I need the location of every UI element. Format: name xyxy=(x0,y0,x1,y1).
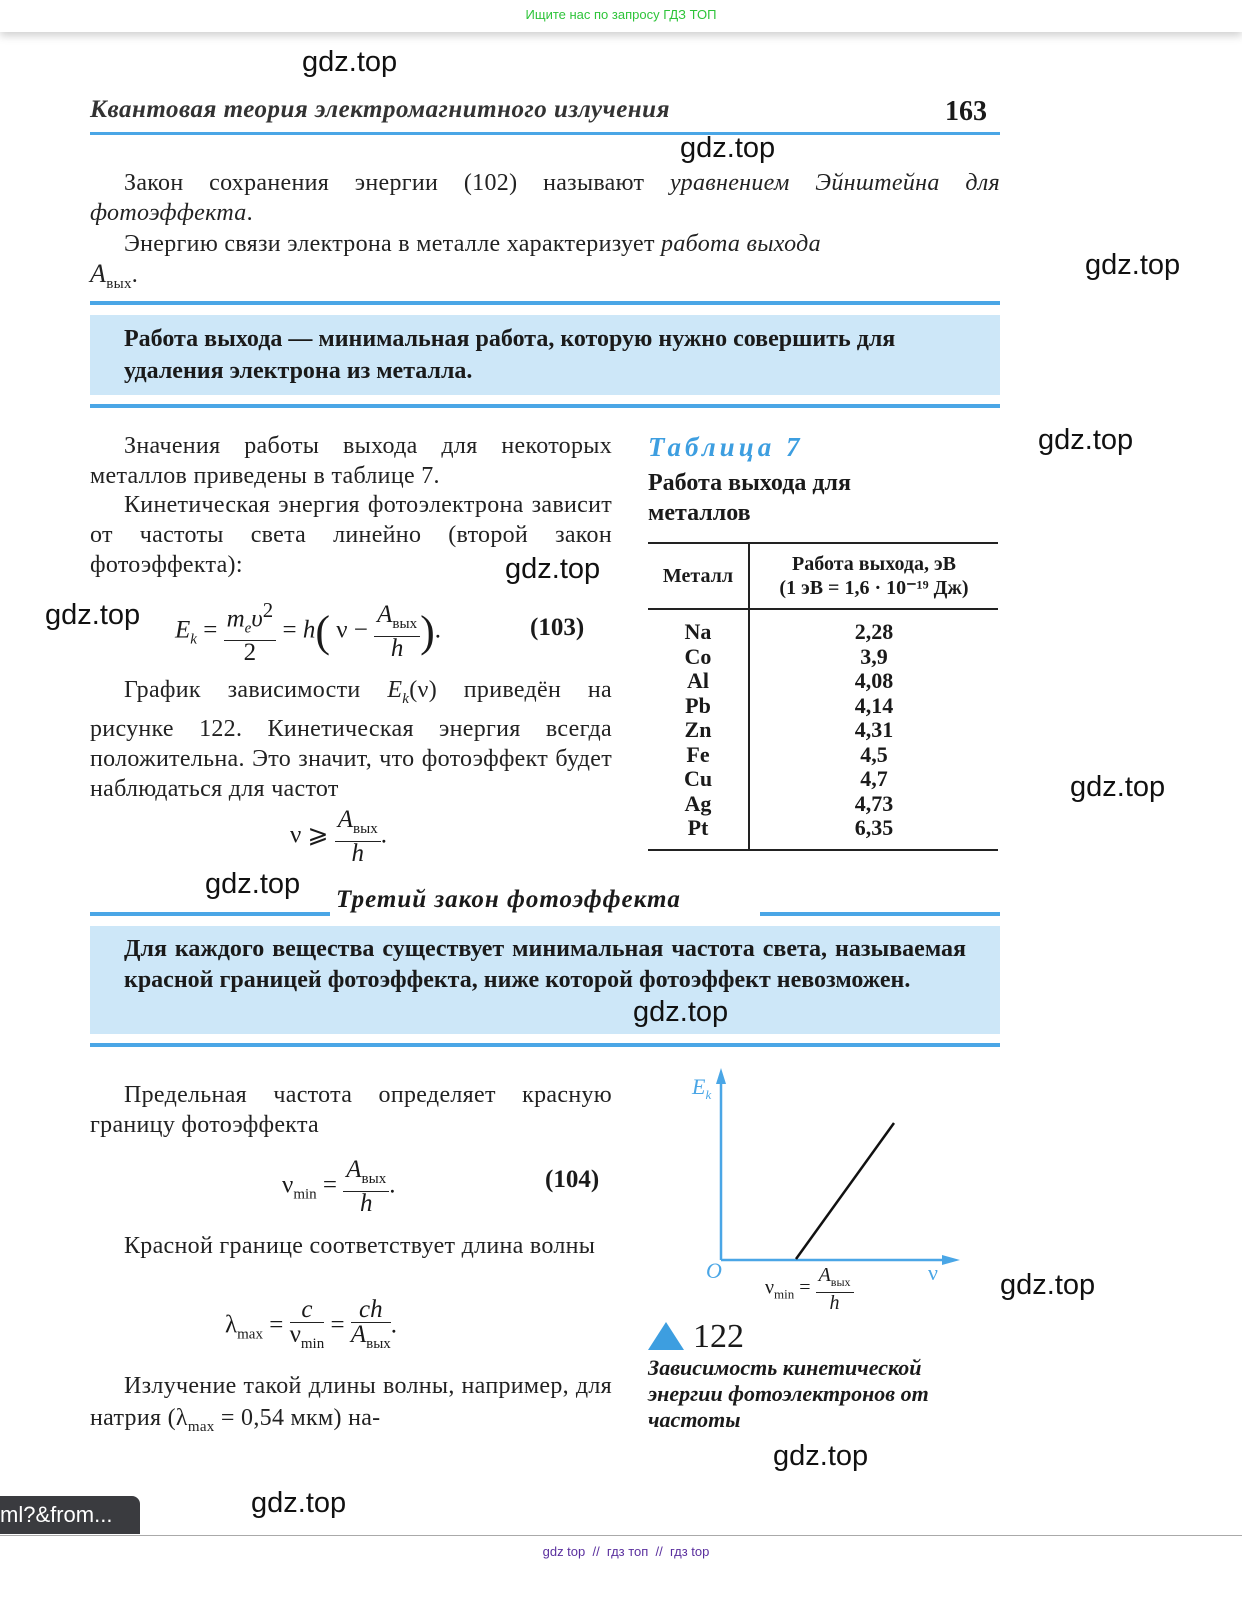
table-row xyxy=(648,743,998,768)
watermark: gdz.top xyxy=(633,996,729,1028)
watermark: gdz.top xyxy=(1070,771,1166,803)
origin-label: O xyxy=(706,1258,722,1283)
paragraph: Энергию связи электрона в металле характеризует работа выхода $A_{вых}$. xyxy=(90,231,821,292)
column-header: Работа выхода, эВ xyxy=(792,553,956,575)
footer-links[interactable]: gdz top // гдз топ // гдз top xyxy=(542,1544,710,1559)
metal-cell: Zn xyxy=(648,718,749,743)
metal-cell: Pb xyxy=(648,694,749,719)
paragraph: Закон сохранения энергии (102) называют уравнением Эйнштейна для фотоэффекта. xyxy=(90,170,1000,226)
watermark: gdz.top xyxy=(505,553,601,585)
table-row xyxy=(648,669,998,694)
watermark: gdz.top xyxy=(680,132,776,164)
paragraph: График зависимости $E_k(\nu)$ приведён на рисунке 122. Кинетическая энергия всегда положительна. Это значит, что фотоэффект будет наблюдаться для частот xyxy=(90,677,612,802)
column-header: Металл xyxy=(648,543,749,609)
paragraph: Красной границе соответствует длина волны xyxy=(124,1233,596,1259)
definition-rule xyxy=(90,1043,1000,1047)
x-axis-arrow xyxy=(942,1255,960,1265)
page-number: 163 xyxy=(945,96,987,127)
figure-number: 122 xyxy=(693,1318,744,1355)
work-function-cell: 4,31 xyxy=(854,717,894,742)
metal-cell: Cu xyxy=(648,767,749,792)
equation-number: (103) xyxy=(530,614,585,641)
work-function-table xyxy=(648,542,998,851)
table-row xyxy=(648,767,998,792)
footer xyxy=(0,1535,1242,1611)
watermark: gdz.top xyxy=(1038,424,1134,456)
work-function-cell: 4,08 xyxy=(854,668,894,693)
section-rule xyxy=(90,912,330,916)
equation-104: $\nu_{min}$ = $\frac{A_{вых}}{h}$ . xyxy=(282,1156,396,1217)
table-row xyxy=(648,694,998,719)
nu-min-label: $\nu_{min}$ = $\frac{A_{вых}}{h}$ xyxy=(765,1265,854,1313)
x-axis-label: ν xyxy=(928,1260,938,1285)
watermark: gdz.top xyxy=(205,868,301,900)
metal-cell: Pt xyxy=(648,816,749,850)
work-function-cell: 4,14 xyxy=(854,692,894,718)
watermark: gdz.top xyxy=(1085,249,1181,281)
running-header: Квантовая теория электромагнитного излучения xyxy=(90,96,670,123)
equation-lambda-max: $\lambda_{max}$ = $\frac{c}{\nu_{min}}$ = $\frac{ch}{A_{вых}}$ . xyxy=(225,1296,398,1352)
watermark: gdz.top xyxy=(773,1440,869,1472)
figure-caption: Зависимость кинетической энергии фотоэлектронов от частоты xyxy=(648,1355,929,1432)
kinetic-energy-line xyxy=(796,1123,894,1259)
work-function-cell: 2,28 xyxy=(854,619,894,644)
metal-cell: Co xyxy=(648,645,749,670)
metal-cell: Na xyxy=(648,609,749,645)
table-label: Таблица 7 xyxy=(648,432,804,462)
table-row xyxy=(648,718,998,743)
frequency-condition: ν ⩾ $\frac{A_{вых}}{h}$ . xyxy=(290,806,387,867)
header-rule xyxy=(90,132,1000,135)
metal-cell: Ag xyxy=(648,792,749,817)
work-function-cell: 6,35 xyxy=(854,815,894,840)
paragraph: Предельная частота определяет красную границу фотоэффекта xyxy=(90,1082,612,1138)
equation-103: $E_k$ = $\frac{m_e\upsilon^2}{2}$ = h( ν − $\frac{A_{вых}}{h}$ ). xyxy=(175,598,441,667)
work-function-cell: 3,9 xyxy=(860,643,888,669)
metal-cell: Al xyxy=(648,669,749,694)
metal-cell: Fe xyxy=(648,743,749,768)
column-header-note: (1 эВ = 1,6 · 10⁻¹⁹ Дж) xyxy=(779,577,969,599)
y-axis-label: $E_k$ xyxy=(692,1074,712,1102)
work-function-cell: 4,5 xyxy=(860,741,888,767)
table-row xyxy=(648,645,998,670)
banner-text: Ищите нас по запросу ГДЗ ТОП xyxy=(525,7,717,22)
paragraph: Значения работы выхода для некоторых металлов приведены в таблице 7. xyxy=(90,433,612,489)
definition-text: Работа выхода — минимальная работа, которую нужно совершить для удаления электрона из металла. xyxy=(124,326,896,384)
watermark: gdz.top xyxy=(251,1487,347,1519)
equation-number: (104) xyxy=(545,1166,600,1193)
table-row xyxy=(648,816,998,850)
section-rule xyxy=(760,912,1000,916)
section-title: Третий закон фотоэффекта xyxy=(336,886,681,913)
paragraph: Кинетическая энергия фотоэлектрона зависит от частоты света линейно (второй закон фотоэффекта): xyxy=(90,492,612,578)
definition-box xyxy=(90,926,1000,1034)
url-status-tooltip: ml?&from... xyxy=(0,1496,140,1534)
definition-text: Для каждого вещества существует минимальная частота света, называемая красной границей фотоэффекта, ниже которой фотоэффект невозможен. xyxy=(124,936,966,993)
paragraph: Излучение такой длины волны, например, для натрия ($\lambda_{max} = 0,54$ мкм) на- xyxy=(90,1373,612,1435)
table-title: Работа выхода для металлов xyxy=(648,470,851,526)
definition-rule xyxy=(90,301,1000,305)
work-function-cell: 4,7 xyxy=(860,766,888,791)
table-row xyxy=(648,792,998,817)
watermark: gdz.top xyxy=(45,599,141,631)
definition-rule xyxy=(90,404,1000,408)
figure-marker-triangle-icon xyxy=(648,1320,688,1352)
table-row xyxy=(648,609,998,645)
search-banner xyxy=(0,0,1242,32)
watermark: gdz.top xyxy=(302,46,398,78)
y-axis-arrow xyxy=(716,1068,726,1084)
work-function-cell: 4,73 xyxy=(854,790,894,816)
watermark: gdz.top xyxy=(1000,1269,1096,1301)
definition-box xyxy=(90,315,1000,395)
